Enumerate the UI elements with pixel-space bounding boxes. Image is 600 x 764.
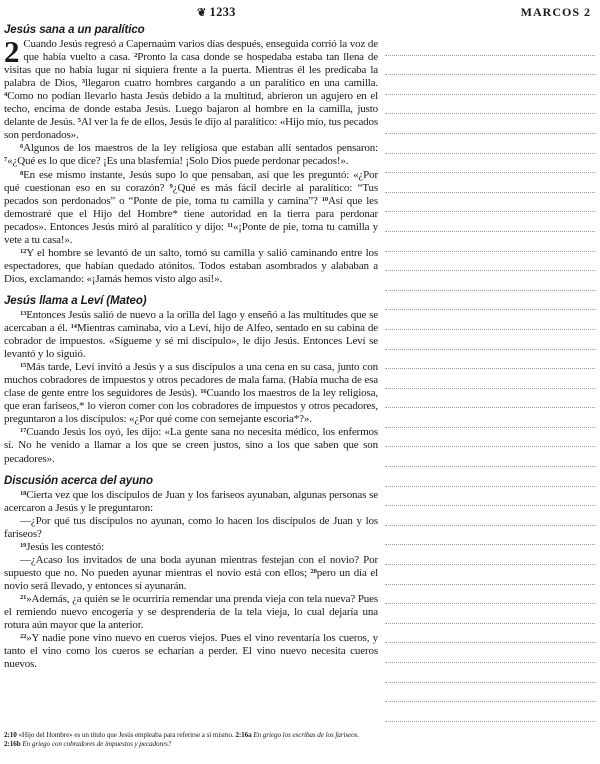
verse-paragraph bbox=[4, 554, 378, 593]
journal-line[interactable] bbox=[385, 545, 595, 565]
verse-text: —¿Por qué tus discípulos no ayunan, como lo hacen los discípulos de Juan y los fariseos? bbox=[4, 514, 378, 540]
verse-number: 20 bbox=[310, 567, 317, 575]
journal-line[interactable] bbox=[385, 310, 595, 330]
verse-text: Así que les demostraré que el Hijo del Hombre* tiene autoridad en la tierra para perdonar pecados». Entonces Jesús miró al paralítico y dijo: bbox=[4, 194, 379, 233]
footnote-ref: 2:10 bbox=[4, 731, 17, 739]
journal-line[interactable] bbox=[385, 604, 595, 624]
verse-text: Entonces Jesús salió de nuevo a la orilla del lago y enseñó a las multitudes que se acercaban a él. bbox=[4, 308, 378, 335]
verse-paragraph bbox=[4, 541, 378, 554]
verse-text: «¿Qué es lo que dice? ¡Es una blasfemia! ¡Solo Dios puede perdonar pecados!». bbox=[7, 155, 349, 168]
verse-number: 11 bbox=[227, 221, 233, 229]
journal-line[interactable] bbox=[385, 467, 595, 487]
section-heading: Discusión acerca del ayuno bbox=[4, 474, 153, 487]
journal-line[interactable] bbox=[385, 56, 595, 76]
verse-paragraph bbox=[4, 489, 378, 515]
verse-text: Al ver la fe de ellos, Jesús le dijo al paralítico: «Hijo mío, tus pecados son perdonados». bbox=[4, 116, 379, 142]
journal-line[interactable] bbox=[385, 428, 595, 448]
verse-paragraph bbox=[4, 632, 378, 671]
journal-line[interactable] bbox=[385, 389, 595, 409]
verse-text: Cuando los maestros de la ley religiosa, que eran fariseos,* lo vieron comer con los cobradores de impuestos y otros pecadores, preguntaron a los discípulos: «¿Por qué come con semejante escoria*?». bbox=[4, 387, 378, 426]
journal-line[interactable] bbox=[385, 408, 595, 428]
verse-text: llegaron cuatro hombres cargando a un paralítico en una camilla. bbox=[84, 77, 378, 90]
journal-line[interactable] bbox=[385, 683, 595, 703]
verse-number: 6 bbox=[20, 143, 24, 151]
verse-number: 3 bbox=[81, 78, 85, 86]
journal-line[interactable] bbox=[385, 36, 595, 56]
footnote-ref: 2:16a bbox=[235, 731, 252, 739]
verse-text: Pronto la casa donde se hospedaba estaba tan llena de visitas que no había lugar ni siquiera frente a la puerta. Mientras él les predicaba la palabra de Dios, bbox=[4, 51, 378, 90]
verse-text: Cierta vez que los discípulos de Juan y los fariseos ayunaban, algunas personas se acercaron a Jesús y le preguntaron: bbox=[4, 488, 378, 514]
verse-number: 4 bbox=[4, 91, 8, 99]
page-number bbox=[197, 5, 236, 20]
journal-line[interactable] bbox=[385, 232, 595, 252]
footnote-text: En griego con cobradores de impuestos y pecadores? bbox=[22, 740, 172, 748]
verse-number: 10 bbox=[321, 195, 328, 203]
verse-number: 17 bbox=[20, 427, 27, 435]
verse-text: —¿Acaso los invitados de una boda ayunan mientras festejan con el novio? Por supuesto que no. No pueden ayunar mientras el novio está con ellos; bbox=[4, 553, 378, 579]
verse-text: ¿Qué es más fácil decirle al paralítico: “Tus pecados son perdonados” o “Ponte de pie, toma tu camilla y camina”? bbox=[4, 181, 378, 207]
verse-text: pero un día el novio será llevado, y entonces sí ayunarán. bbox=[4, 566, 378, 592]
journal-line[interactable] bbox=[385, 369, 595, 389]
journal-line[interactable] bbox=[385, 75, 595, 95]
verse-paragraph bbox=[4, 361, 378, 426]
verse-text: Jesús les contestó: bbox=[26, 540, 105, 553]
chapter-number: 2 bbox=[4, 34, 20, 70]
journal-line[interactable] bbox=[385, 350, 595, 370]
journal-line[interactable] bbox=[385, 565, 595, 585]
journal-line[interactable] bbox=[385, 95, 595, 115]
verse-number: 8 bbox=[20, 169, 24, 177]
section-heading: Jesús llama a Leví (Mateo) bbox=[4, 294, 147, 307]
footnote-text: En griego los escribas de los fariseos. bbox=[253, 731, 360, 739]
verse-number: 7 bbox=[4, 156, 8, 164]
journal-line[interactable] bbox=[385, 173, 595, 193]
journal-line[interactable] bbox=[385, 624, 595, 644]
fleuron-icon: ❦ bbox=[197, 7, 207, 19]
running-head-book: MARCOS 2 bbox=[520, 5, 591, 19]
journal-line[interactable] bbox=[385, 506, 595, 526]
verse-paragraph bbox=[4, 515, 378, 541]
journal-line[interactable] bbox=[385, 702, 595, 722]
journal-line[interactable] bbox=[385, 526, 595, 546]
verse-text: Como no podían llevarlo hasta Jesús debido a la multitud, abrieron un agujero en el techo, encima de donde estaba Jesús. Luego bajaron al hombre en la camilla, justo delante de Jesús. bbox=[4, 90, 378, 129]
verse-paragraph bbox=[4, 309, 378, 361]
journal-line[interactable] bbox=[385, 291, 595, 311]
verse-number: 14 bbox=[70, 323, 77, 331]
verse-paragraph bbox=[4, 426, 378, 465]
page-number-value: 1233 bbox=[209, 5, 236, 19]
journal-line[interactable] bbox=[385, 252, 595, 272]
verse-text: Y el hombre se levantó de un salto, tomó su camilla y salió caminando entre los espectadores, que habían quedado atónitos. Todos estaban asombrados y alababan a Dios, exclamando: «¡Jamás hemos visto algo así!». bbox=[4, 246, 378, 285]
journal-line[interactable] bbox=[385, 447, 595, 467]
verse-number: 22 bbox=[20, 633, 27, 641]
footnote-text: «Hijo del Hombre» es un título que Jesús empleaba para referirse a sí mismo. bbox=[18, 731, 234, 739]
journal-line[interactable] bbox=[385, 271, 595, 291]
verse-paragraph bbox=[4, 247, 378, 286]
verse-text: Cuando Jesús los oyó, les dijo: «La gente sana no necesita médico, los enfermos sí. No he venido a llamar a los que se creen justos, sino a los que saben que son pecadores». bbox=[4, 426, 378, 465]
verse-text: Más tarde, Leví invitó a Jesús y a sus discípulos a una cena en su casa, junto con muchos cobradores de impuestos y otros pecadores de mala fama. (Había mucha de esa clase de gente entre los seguidores de Jesús). bbox=[4, 361, 378, 400]
verse-number: 9 bbox=[169, 182, 173, 190]
verse-number: 5 bbox=[77, 117, 81, 125]
journal-line[interactable] bbox=[385, 663, 595, 683]
page-header bbox=[0, 3, 600, 21]
verse-text: Mientras caminaba, vio a Leví, hijo de Alfeo, sentado en su cabina de cobrador de impuestos. «Sígueme y sé mi discípulo», le dijo Jesús. Entonces Leví se levantó y lo siguió. bbox=[4, 322, 378, 361]
journal-line[interactable] bbox=[385, 193, 595, 213]
journal-line[interactable] bbox=[385, 154, 595, 174]
verse-number: 12 bbox=[20, 247, 27, 255]
journal-line[interactable] bbox=[385, 585, 595, 605]
verse-number: 15 bbox=[20, 362, 27, 370]
journal-line[interactable] bbox=[385, 134, 595, 154]
verse-text: Cuando Jesús regresó a Capernaúm varios días después, enseguida corrió la voz de que había vuelto a casa. bbox=[23, 38, 378, 64]
verse-number: 13 bbox=[20, 309, 27, 317]
footnotes bbox=[4, 731, 378, 749]
verse-number: 21 bbox=[20, 593, 27, 601]
verse-text: «¡Ponte de pie, toma tu camilla y vete a tu casa!». bbox=[4, 220, 379, 246]
verse-text: »Y nadie pone vino nuevo en cueros viejos. Pues el vino reventaría los cueros, y tanto el vino como los cueros se echarían a perder. El vino nuevo necesita cueros nuevos. bbox=[4, 632, 378, 671]
section-heading: Jesús sana a un paralítico bbox=[4, 24, 145, 36]
verse-number: 19 bbox=[20, 541, 27, 549]
verse-paragraph bbox=[4, 142, 378, 168]
verse-number: 18 bbox=[20, 489, 27, 497]
journaling-lines[interactable] bbox=[385, 36, 595, 736]
verse-text: »Además, ¿a quién se le ocurriría remendar una prenda vieja con tela nueva? Pues el remiendo nuevo encogería y se desprendería de la tela vieja, lo cual dejaría una rotura aún mayor que la anterior. bbox=[4, 592, 378, 632]
journal-line[interactable] bbox=[385, 212, 595, 232]
verse-paragraph bbox=[4, 34, 379, 142]
verse-text: En ese mismo instante, Jesús supo lo que pensaban, así que les preguntó: «¿Por qué cuestionan eso en su corazón? bbox=[4, 168, 378, 194]
verse-paragraph bbox=[4, 593, 378, 632]
footnote-ref: 2:16b bbox=[4, 740, 21, 748]
journal-line[interactable] bbox=[385, 114, 595, 134]
verse-text: Algunos de los maestros de la ley religiosa que estaban allí sentados pensaron: bbox=[23, 142, 378, 155]
verse-paragraph bbox=[4, 169, 378, 247]
verse-number: 16 bbox=[200, 388, 207, 396]
journal-line[interactable] bbox=[385, 643, 595, 663]
journal-line[interactable] bbox=[385, 487, 595, 507]
journal-line[interactable] bbox=[385, 330, 595, 350]
scripture-text-column bbox=[4, 24, 378, 671]
verse-number: 2 bbox=[134, 52, 138, 60]
